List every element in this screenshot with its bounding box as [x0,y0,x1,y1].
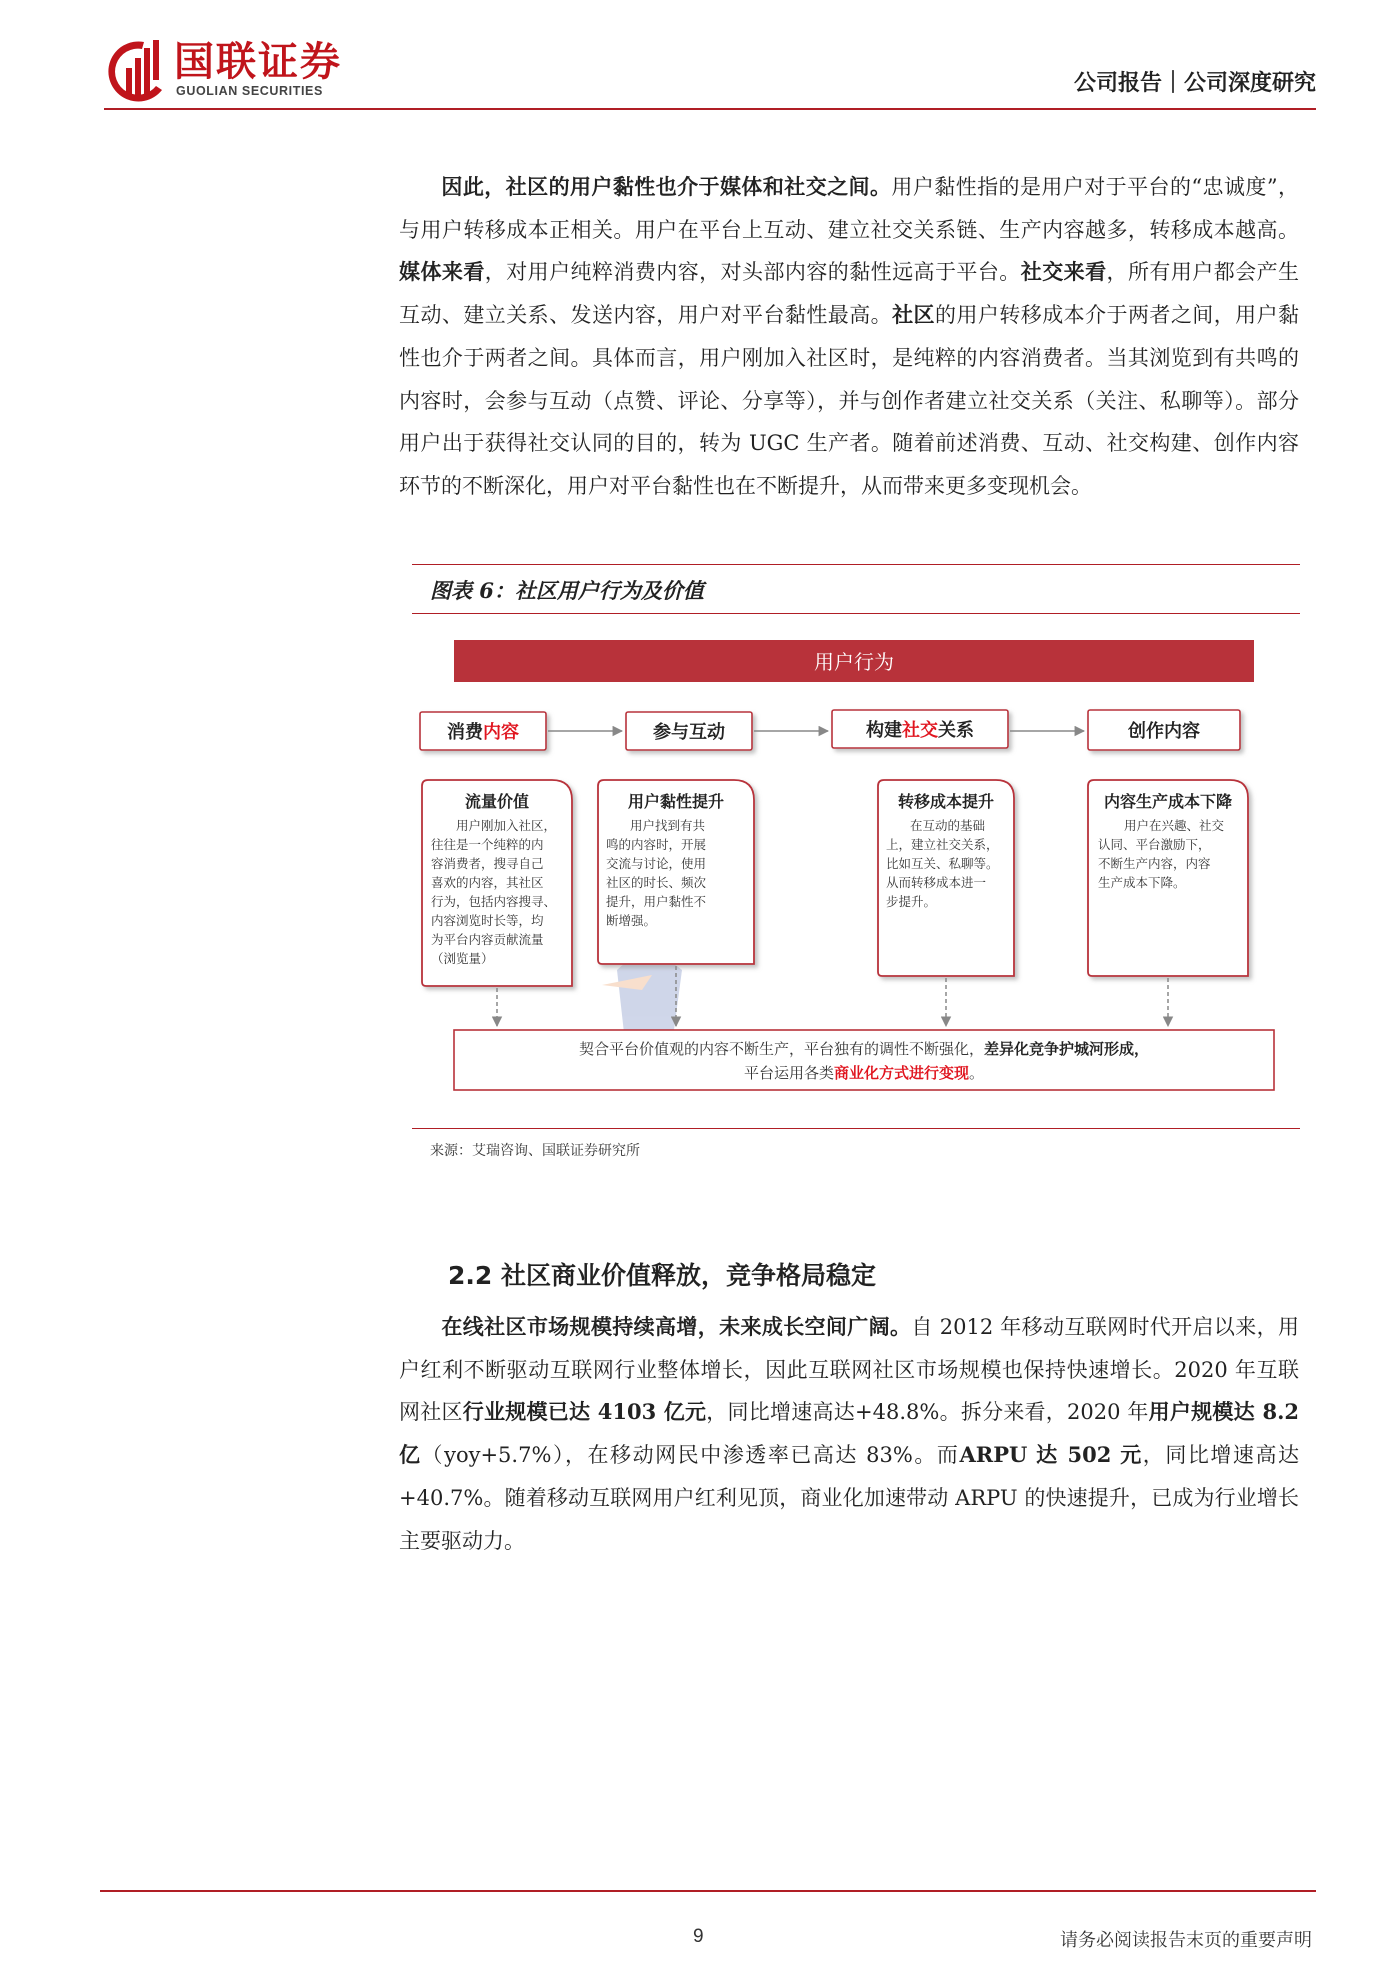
para2-user-size: 用户规模达 8.2 亿 [399,1399,1299,1468]
page-number: 9 [693,1926,704,1947]
card-switching-cost-up [878,780,1014,976]
card1-line: 行为，包括内容搜寻、 [431,894,557,909]
logo-english-name: GUOLIAN SECURITIES [176,84,323,98]
card4-line: 认同、平台激励下， [1098,837,1211,852]
summary-line2-highlight: 商业化方式进行变现 [833,1064,970,1082]
svg-text:构建社交关系 [866,719,974,741]
card3-line: 步提升。 [886,894,937,909]
paragraph-user-stickiness [399,166,1299,508]
step1-highlight: 内容 [483,722,519,743]
card4-line: 生产成本下降。 [1098,875,1186,890]
step-build-social [832,710,1008,748]
summary-line1: 契合平台价值观的内容不断生产，平台独有的调性不断强化， [578,1040,984,1058]
svg-text:契合平台价值观的内容不断生产，平台独有的调性不断强化，差异化 [579,1040,1149,1059]
figure-title-bar [412,564,1300,614]
figure-source: 来源：艾瑞咨询、国联证券研究所 [430,1143,640,1159]
step3-label-end: 关系 [938,720,974,741]
card3-line: 在互动的基础 [910,818,986,833]
para1-text: 用户黏性指的是用户对于平台的“忠诚度”，与用户转移成本正相关。用户在平台上互动、建立社交关系链、生产内容越多，转移成本越高。 [399,175,1299,242]
report-type: 公司报告｜公司深度研究 [1073,71,1316,96]
summary-line1-bold: 差异化竞争护城河形成， [984,1040,1150,1058]
figure-bottom-divider [412,1128,1300,1129]
step1-label: 消费 [447,722,483,743]
card3-line: 上，建立社交关系， [886,837,999,852]
card1-line: 内容浏览时长等，均 [431,913,544,928]
logo-mark-icon [104,38,166,104]
section-heading: 2.2 社区商业价值释放，竞争格局稳定 [448,1261,876,1290]
card2-title: 用户黏性提升 [627,792,725,811]
card1-line: 喜欢的内容，其社区 [431,875,544,890]
para1-text: 的用户转移成本介于两者之间，用户黏性也介于两者之间。具体而言，用户刚加入社区时，是纯粹的内容消费者。当其浏览到有共鸣的内容时，会参与互动（点赞、评论、分享等），并与创作者建立社交关系（关注、私聊等）。部分用户出于获得社交认同的目的，转为 UGC 生产者。随着前述消费、互动、社交构建、创作内容环节的不断深化，用户对平台黏性也在不断提升，从而带来更多变现机会。 [399,303,1300,498]
card4-title: 内容生产成本下降 [1103,792,1233,811]
para2-text: ，同比增速高达+48.8%。拆分来看，2020 年 [706,1400,1149,1425]
card-stickiness-up [598,780,754,964]
para2-text: ，同比增速高达+40.7%。随着移动互联网用户红利见顶，商业化加速带动 ARPU 的快速提升，已成为行业增长主要驱动力。 [399,1443,1300,1553]
para1-media: 媒体来看 [399,259,485,285]
para1-text: ，对用户纯粹消费内容，对头部内容的黏性远高于平台。 [484,260,1021,285]
user-behavior-diagram [412,640,1300,1110]
svg-text:平台运用各类商业化方式进行变现。 [744,1064,984,1082]
card2-line: 社区的时长、频次 [606,875,707,890]
card-production-cost-down [1088,780,1248,976]
figure-title: 图表 6：社区用户行为及价值 [430,578,704,603]
card1-line: （浏览量） [431,951,494,966]
card1-line: 容消费者，搜寻自己 [431,856,544,871]
card2-line: 用户找到有共 [630,818,706,833]
step4-label: 创作内容 [1128,721,1200,742]
step-interact [626,712,752,750]
para1-community: 社区 [892,302,935,328]
para1-text: ，所有用户都会产生互动、建立关系、发送内容，用户对平台黏性最高。 [399,260,1300,328]
card2-line: 断增强。 [606,913,657,928]
footer-disclaimer: 请务必阅读报告末页的重要声明 [1060,1930,1312,1951]
step-consume-content [420,712,546,750]
page-header [0,0,1400,112]
step3-highlight: 社交 [902,720,938,741]
card3-line: 比如互关、私聊等。 [886,856,999,871]
card3-line: 从而转移成本进一 [886,875,987,890]
step2-label: 参与互动 [653,722,725,743]
card1-line: 用户刚加入社区， [456,818,557,833]
footer-divider [100,1890,1316,1892]
card2-line: 鸣的内容时，开展 [606,837,707,852]
step3-label: 构建 [866,720,902,741]
behavior-banner-label: 用户行为 [814,650,894,674]
card2-line: 交流与讨论，使用 [606,856,707,871]
summary-line2-end: 。 [969,1064,985,1082]
step-create-content [1088,710,1240,750]
para2-text: （yoy+5.7%），在移动网民中渗透率已高达 83%。而 [421,1443,960,1468]
guolian-logo [104,38,374,108]
summary-line2: 平台运用各类 [743,1064,834,1082]
card4-line: 用户在兴趣、社交 [1124,818,1225,833]
para2-lead: 在线社区市场规模持续高增，未来成长空间广阔。 [441,1314,912,1339]
para1-social: 社交来看 [1020,259,1107,285]
header-divider [104,108,1316,110]
card1-title: 流量价值 [464,792,530,811]
para1-lead: 因此，社区的用户黏性也介于媒体和社交之间。 [441,174,892,199]
card3-title: 转移成本提升 [897,792,995,811]
card1-line: 为平台内容贡献流量 [431,932,544,947]
card2-line: 提升，用户黏性不 [606,894,707,909]
card-traffic-value [422,780,572,986]
paragraph-market-size [399,1306,1299,1562]
card4-line: 不断生产内容，内容 [1098,856,1211,871]
logo-chinese-name: 国联证券 [174,39,342,85]
para2-text: 自 2012 年移动互联网时代开启以来，用户红利不断驱动互联网行业整体增长，因此互联网社区市场规模也保持快速增长。2020 年互联网社区 [399,1315,1299,1425]
svg-text:消费内容 [447,721,519,743]
para2-arpu: ARPU 达 502 元 [959,1442,1143,1468]
card1-line: 往往是一个纯粹的内 [431,837,544,852]
para2-industry-size: 行业规模已达 4103 亿元 [462,1399,707,1425]
